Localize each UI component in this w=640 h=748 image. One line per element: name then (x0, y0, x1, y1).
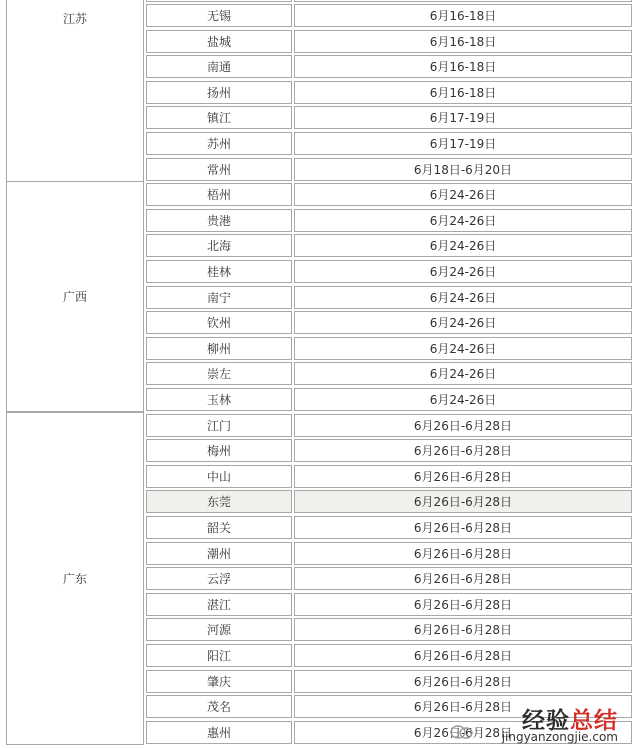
table-row (146, 465, 634, 488)
table-row (146, 362, 634, 385)
table-row (146, 542, 634, 565)
table-row (146, 30, 634, 53)
city-cell: 云浮 (146, 567, 292, 590)
city-cell: 茂名 (146, 695, 292, 718)
date-cell: 6月26日-6月28日 (294, 618, 632, 641)
city-cell: 盐城 (146, 30, 292, 53)
date-cell: 6月26日-6月28日 (294, 439, 632, 462)
date-cell: 6月17-19日 (294, 106, 632, 129)
table-row (146, 670, 634, 693)
date-cell: 6月24-26日 (294, 183, 632, 206)
city-cell: 江门 (146, 414, 292, 437)
city-cell: 肇庆 (146, 670, 292, 693)
date-cell: 6月26日-6月28日 (294, 593, 632, 616)
table-row (146, 81, 634, 104)
table-top-edge (146, 0, 634, 2)
watermark-url: jingyanzongjie.com (501, 730, 618, 744)
date-cell: 6月16-18日 (294, 81, 632, 104)
city-cell: 韶关 (146, 516, 292, 539)
watermark (458, 704, 628, 746)
city-cell: 河源 (146, 618, 292, 641)
table-row (146, 106, 634, 129)
table-row (146, 234, 634, 257)
cell-edge (294, 0, 632, 2)
city-cell: 常州 (146, 158, 292, 181)
city-cell: 南宁 (146, 286, 292, 309)
city-cell: 扬州 (146, 81, 292, 104)
city-cell: 湛江 (146, 593, 292, 616)
city-cell: 钦州 (146, 311, 292, 334)
table-row (146, 158, 634, 181)
table-row (146, 209, 634, 232)
date-cell: 6月24-26日 (294, 209, 632, 232)
table-row (146, 439, 634, 462)
city-cell: 北海 (146, 234, 292, 257)
city-cell: 玉林 (146, 388, 292, 411)
region-label: 江苏 (62, 12, 87, 26)
date-cell: 6月16-18日 (294, 55, 632, 78)
city-cell: 柳州 (146, 337, 292, 360)
date-cell: 6月17-19日 (294, 132, 632, 155)
table-row (146, 55, 634, 78)
city-cell: 桂林 (146, 260, 292, 283)
date-cell: 6月24-26日 (294, 260, 632, 283)
date-cell: 6月24-26日 (294, 286, 632, 309)
date-cell: 6月24-26日 (294, 337, 632, 360)
date-cell: 6月26日-6月28日 (294, 644, 632, 667)
table-row (146, 388, 634, 411)
date-cell: 6月24-26日 (294, 388, 632, 411)
date-cell: 6月26日-6月28日 (294, 414, 632, 437)
table-row (146, 337, 634, 360)
city-cell: 东莞 (146, 490, 292, 513)
table-row (146, 286, 634, 309)
city-cell: 镇江 (146, 106, 292, 129)
city-cell: 梅州 (146, 439, 292, 462)
table-row (146, 618, 634, 641)
table-row (146, 567, 634, 590)
date-cell: 6月16-18日 (294, 4, 632, 27)
date-cell: 6月24-26日 (294, 234, 632, 257)
table-row (146, 183, 634, 206)
city-cell: 苏州 (146, 132, 292, 155)
table-row (146, 414, 634, 437)
date-cell: 6月26日-6月28日 (294, 542, 632, 565)
table-row (146, 260, 634, 283)
city-cell: 阳江 (146, 644, 292, 667)
date-cell: 6月26日-6月28日 (294, 695, 632, 718)
city-cell: 贵港 (146, 209, 292, 232)
date-cell: 6月26日-6月28日 (294, 567, 632, 590)
table-row (146, 4, 634, 27)
date-cell: 6月24-26日 (294, 362, 632, 385)
table-row (146, 644, 634, 667)
date-cell: 6月26日-6月28日 (294, 670, 632, 693)
city-cell: 惠州 (146, 721, 292, 744)
city-cell: 南通 (146, 55, 292, 78)
table-row (146, 311, 634, 334)
table-row (146, 490, 634, 513)
date-cell: 6月18日-6月20日 (294, 158, 632, 181)
city-cell: 崇左 (146, 362, 292, 385)
watermark-logo-icon (450, 724, 474, 740)
region-cell (6, 0, 144, 182)
date-cell: 6月16-18日 (294, 30, 632, 53)
city-cell: 中山 (146, 465, 292, 488)
region-label: 广西 (62, 290, 87, 304)
table-row (146, 132, 634, 155)
table-row (146, 516, 634, 539)
region-cell (6, 181, 144, 412)
date-cell: 6月26日-6月28日 (294, 490, 632, 513)
date-cell: 6月24-26日 (294, 311, 632, 334)
city-cell: 无锡 (146, 4, 292, 27)
region-label: 广东 (62, 572, 87, 586)
watermark-title: 经验总结 (522, 708, 618, 734)
cell-edge (146, 0, 292, 2)
city-cell: 梧州 (146, 183, 292, 206)
city-cell: 潮州 (146, 542, 292, 565)
region-cell (6, 412, 144, 745)
table-row (146, 593, 634, 616)
date-cell: 6月26日-6月28日 (294, 465, 632, 488)
date-cell: 6月26日-6月28日 (294, 516, 632, 539)
date-cell: 6月26日-6月28日 (294, 721, 632, 744)
